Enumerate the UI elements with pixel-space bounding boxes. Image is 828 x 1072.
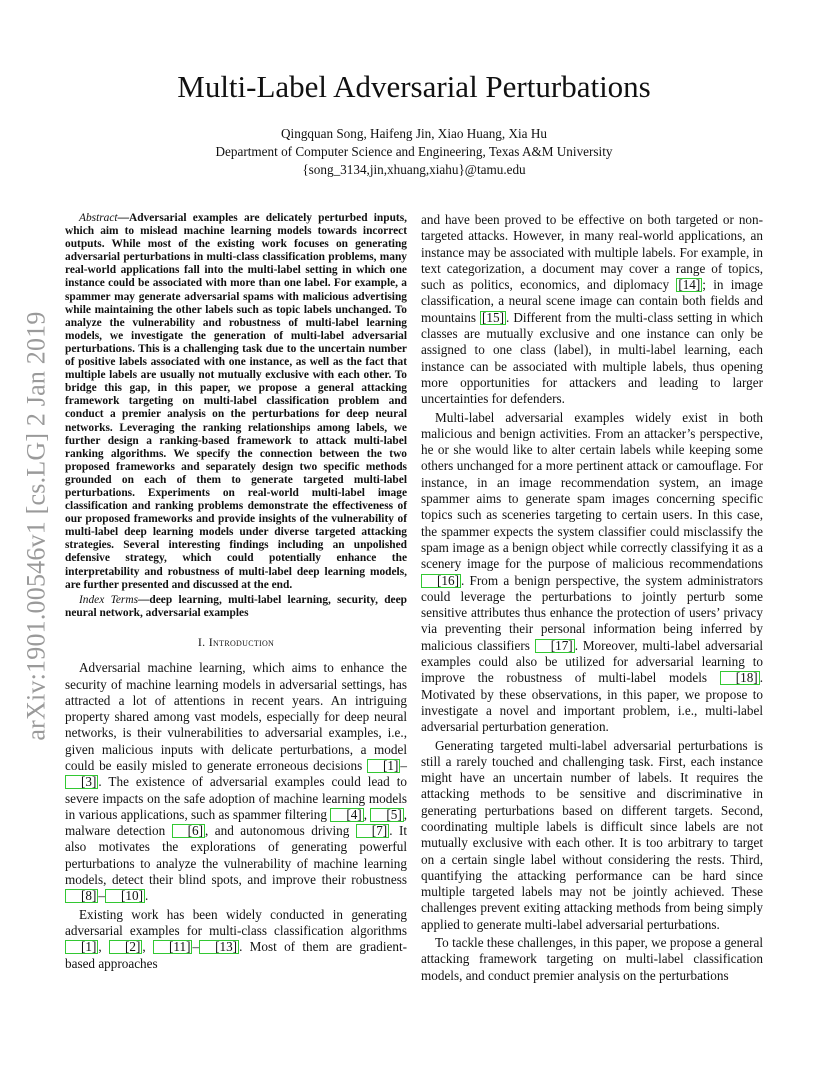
index-terms (65, 594, 407, 620)
citation-link[interactable]: [18] (720, 671, 760, 685)
citation-link[interactable]: [16] (421, 574, 461, 588)
paragraph-text: , malware detection (65, 806, 408, 839)
abstract-paragraph (65, 212, 407, 592)
paragraph-text: Multi-label adversarial examples widely exist in both malicious and benign activities. From an attacker’s perspective, he or she would like to alter certain labels while keeping some others unchanged for a more pertinent attack or camouflage. For instance, in an image recommendation system, an image spammer aims to generate spam images concerning specific topics such as sceneries targeting to certain users. In this case, the spammer expects the system classifier could misclassify the spam image as a benign object while correctly classifying it as a scenery image for the purpose of malicious recommendations (421, 409, 763, 572)
citation-link[interactable]: [11] (153, 940, 192, 954)
paragraph-text: . From a benign perspective, the system administrators could leverage the perturbations to jointly perturb some sensitive attributes thus enhance the protection of users’ privacy via preventing their personal information being inferred by malicious classifiers (421, 572, 763, 653)
citation-link[interactable]: [3] (65, 775, 98, 789)
arxiv-identifier-text: arXiv:1901.00546v1 [cs.LG] 2 Jan 2019 (22, 311, 51, 741)
citation-link[interactable]: [1] (65, 940, 98, 954)
citation-link[interactable]: [6] (172, 824, 205, 838)
paragraph-text: . Different from the multi-class setting in which classes are mutually exclusive and one instance can only be assigned to one class (label), in multi-label learning, each instance can be associated with multiple labels, thus opening more opportunities for attackers and leading to larger uncertainties for defenders. (421, 309, 763, 407)
section-title: Introduction (208, 634, 275, 649)
intro-paragraph-6 (421, 935, 763, 984)
paragraph-text: . Moreover, multi-label adversarial examples could also be utilized for adversarial learning to improve the robustness of multi-label models (421, 637, 763, 686)
paragraph-text: . The existence of adversarial examples could lead to severe impacts on the safe adoption of machine learning models in various applications, such as spammer filtering (65, 774, 407, 822)
intro-paragraph-4 (421, 410, 763, 736)
citation-link[interactable]: [7] (356, 824, 389, 838)
citation-link[interactable]: [8] (65, 889, 98, 903)
citation-link[interactable]: [5] (370, 808, 403, 822)
affiliation: Department of Computer Science and Engineering, Texas A&M University (215, 144, 613, 159)
citation-link[interactable]: [14] (678, 277, 701, 293)
right-column (421, 212, 763, 984)
paragraph-text: Generating targeted multi-label adversarial perturbations is still a rarely touched and challenging task. First, each instance might have an uncertain number of labels. It requires the attacking methods to be sensitive and discriminative in generating perturbations based on different targets. Second, coordinating multiple labels is difficult since labels are not mutually exclusive with each other. It is too arbitrary to target on a certain single label without considering the rests. Third, quantifying the attacking performance can be hard since multiple targeted labels may not be jointly achieved. These challenges prevent exiting attacking methods from being simply applied to generate multi-label adversarial perturbations. (421, 737, 763, 932)
paragraph-text: , (142, 939, 153, 955)
citation-link[interactable]: [15] (482, 309, 504, 325)
paragraph-text: – (400, 757, 407, 773)
index-terms-text: —deep learning, multi-label learning, security, deep neural network, adversarial examples (65, 593, 407, 619)
paragraph-text: – (192, 939, 200, 955)
abstract (65, 212, 407, 620)
citation-link[interactable]: [4] (330, 808, 363, 822)
email: {song_3134,jin,xhuang,xiahu}@tamu.edu (302, 162, 526, 177)
intro-paragraph-3 (421, 212, 763, 408)
abstract-text: —Adversarial examples are delicately perturbed inputs, which aim to mislead machine learning models towards incorrect outputs. While most of the existing work focuses on generating adversarial perturbations in multi-class classification problems, many real-world applications fall into the multi-label setting in which one instance could be associated with more than one label. For example, a spammer may generate adversarial spams with malicious advertising while maintaining the other labels such as topic labels unchanged. To analyze the vulnerability and robustness of multi-label learning models, we investigate the generation of multi-label adversarial perturbations. This is a challenging task due to the uncertain number of positive labels associated with one instance, as well as the fact that multiple labels are usually not mutually exclusive with each other. To bridge this gap, in this paper, we propose a general attacking framework targeting on multi-label classification problem and conduct a premier analysis on the perturbations for deep neural networks. Leveraging the ranking relationships among labels, we further design a ranking-based framework to attack multi-label ranking algorithms. We specify the connection between the two proposed frameworks and separately design two specific methods grounded on each of them to generate targeted multi-label perturbations. Experiments on real-world multi-label image classification and ranking problems demonstrate the effectiveness of our proposed frameworks and provide insights of the vulnerability of multi-label deep learning models under diverse targeted attacking strategies. Several interesting findings including an unpolished defensive strategy, which could potentially enhance the interpretability and robustness of multi-label deep learning models, are further presented and discussed at the end. (65, 212, 407, 591)
intro-paragraph-1 (65, 660, 407, 904)
paper-title: Multi-Label Adversarial Perturbations (177, 69, 651, 104)
arxiv-identifier (22, 292, 51, 760)
left-column (65, 212, 407, 972)
citation-link[interactable]: [1] (367, 759, 400, 773)
citation-link[interactable]: [17] (535, 639, 575, 653)
paragraph-text: and have been proved to be effective on both targeted or non-targeted attacks. However, in many real-world applications, an instance may be associated with multiple labels. For example, in text categorization, a document may cover a range of topics, such as politics, economics, and diplomacy (421, 212, 763, 293)
intro-paragraph-5 (421, 738, 763, 934)
citation-link[interactable]: [10] (105, 889, 145, 903)
section-heading-introduction (65, 634, 407, 650)
section-numeral: I. (197, 634, 209, 649)
citation-link[interactable]: [2] (109, 940, 142, 954)
paragraph-text: – (98, 888, 105, 904)
paragraph-text: . It also motivates the explorations of generating powerful perturbations to analyze the vulnerability of machine learning models, detect their blind spots, and improve their robustness (65, 823, 407, 888)
citation-link[interactable]: [13] (199, 940, 239, 954)
paragraph-text: , (363, 806, 371, 822)
author-block (100, 125, 728, 179)
paragraph-text: . Motivated by these observations, in this paper, we propose to investigate a novel and important problem, i.e., multi-label adversarial perturbation generation. (421, 670, 763, 735)
index-terms-label: Index Terms (79, 593, 139, 606)
paragraph-text: , (98, 939, 109, 955)
paragraph-text: . Most of them are gradient-based approaches (65, 939, 408, 971)
paragraph-text: . (144, 888, 149, 904)
paragraph-text: , and autonomous driving (205, 823, 356, 839)
author-names: Qingquan Song, Haifeng Jin, Xiao Huang, Xia Hu (281, 126, 547, 141)
intro-paragraph-2 (65, 907, 407, 972)
abstract-label: Abstract (79, 212, 118, 224)
paragraph-text: Existing work has been widely conducted in generating adversarial examples for multi-class classification algorithms (65, 906, 407, 938)
paragraph-text: Adversarial machine learning, which aims to enhance the security of machine learning models in adversarial settings, has attracted a lot of attentions in recent years. An intriguing property shared among vast models, especially for deep neural networks, is their vulnerabilities to adversarial examples, i.e., given malicious inputs with delicate perturbations, a model could be easily misled to generate erroneous decisions (65, 660, 407, 773)
paragraph-text: To tackle these challenges, in this paper, we propose a general attacking framework targeting on multi-label classification models, and conduct premier analysis on the perturbations (421, 935, 763, 983)
paragraph-text: ; in image classification, a neural scene image can contain both fields and mountains (421, 277, 763, 325)
